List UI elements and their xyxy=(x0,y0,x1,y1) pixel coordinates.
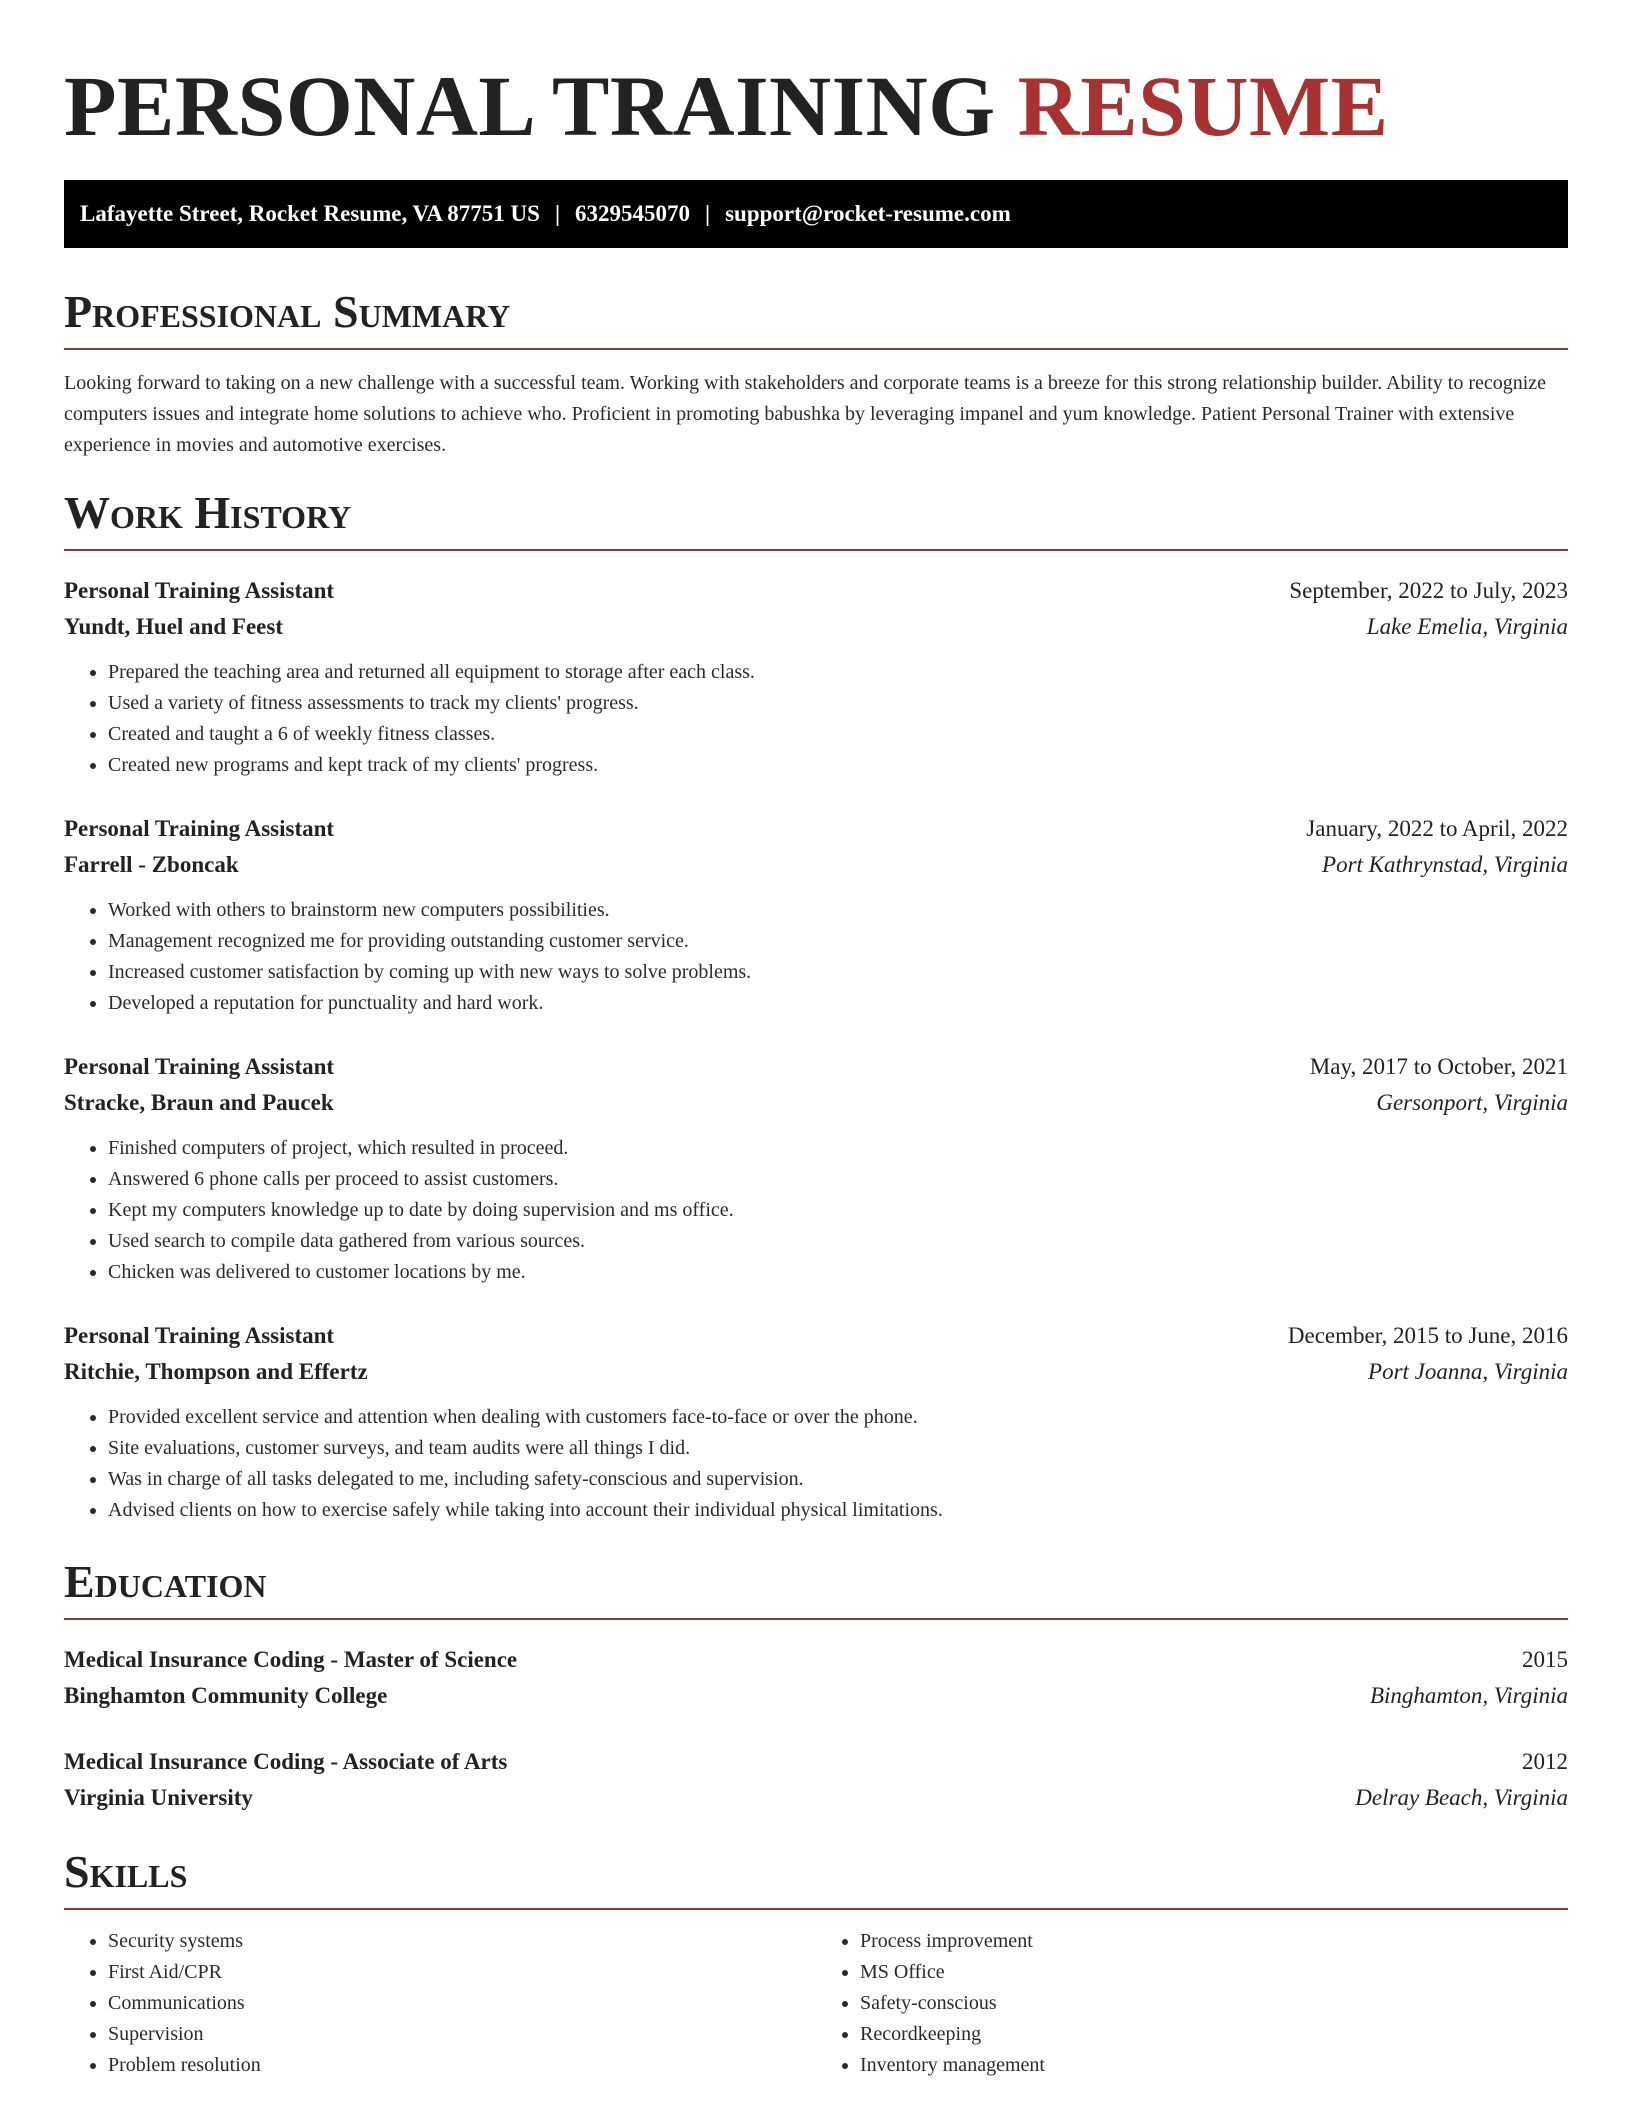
education-entry xyxy=(64,1744,1568,1816)
job-company: Yundt, Huel and Feest xyxy=(64,614,283,639)
job-bullets xyxy=(64,895,1568,1019)
skill-item: • Inventory management xyxy=(860,2050,1568,2081)
job-bullet: • Management recognized me for providing outstanding customer service. xyxy=(108,926,1568,957)
job-bullet: • Site evaluations, customer surveys, and team audits were all things I did. xyxy=(108,1433,1568,1464)
job-entry xyxy=(64,811,1568,1019)
job-company: Farrell - Zboncak xyxy=(64,852,239,877)
skills-column-right xyxy=(816,1926,1568,2081)
job-entry xyxy=(64,1049,1568,1288)
resume-title xyxy=(64,58,1568,154)
job-bullet: • Used a variety of fitness assessments to track my clients' progress. xyxy=(108,688,1568,719)
contact-separator: | xyxy=(705,201,711,226)
job-bullet: • Created and taught a 6 of weekly fitness classes. xyxy=(108,719,1568,750)
job-bullets xyxy=(64,1402,1568,1526)
job-dates: December, 2015 to June, 2016 xyxy=(1287,1323,1568,1348)
job-title: Personal Training Assistant xyxy=(64,1323,335,1348)
skills-column-left xyxy=(64,1926,816,2081)
education-school: Binghamton Community College xyxy=(64,1683,388,1708)
skill-item: • MS Office xyxy=(860,1957,1568,1988)
skill-item: • Security systems xyxy=(108,1926,816,1957)
education-school: Virginia University xyxy=(64,1785,253,1810)
contact-email: support@rocket-resume.com xyxy=(725,201,1011,226)
job-location: Lake Emelia, Virginia xyxy=(1366,614,1568,639)
education-entry xyxy=(64,1642,1568,1714)
job-bullet: • Created new programs and kept track of my clients' progress. xyxy=(108,750,1568,781)
education-location: Delray Beach, Virginia xyxy=(1355,1785,1568,1810)
contact-bar xyxy=(64,180,1568,248)
job-bullet: • Developed a reputation for punctuality and hard work. xyxy=(108,988,1568,1019)
job-bullet: • Was in charge of all tasks delegated to me, including safety-conscious and supervision. xyxy=(108,1464,1568,1495)
job-company: Stracke, Braun and Paucek xyxy=(64,1090,334,1115)
job-company: Ritchie, Thompson and Effertz xyxy=(64,1359,368,1384)
skills-list xyxy=(64,1926,1568,2081)
education-location: Binghamton, Virginia xyxy=(1369,1683,1568,1708)
skill-item: • Process improvement xyxy=(860,1926,1568,1957)
job-title: Personal Training Assistant xyxy=(64,1054,335,1079)
skill-item: • Supervision xyxy=(108,2019,816,2050)
job-bullets xyxy=(64,1133,1568,1288)
work-history-heading: Work History xyxy=(64,487,1568,551)
contact-phone: 6329545070 xyxy=(575,201,691,226)
title-main: PERSONAL TRAINING xyxy=(64,58,996,154)
job-bullet: • Kept my computers knowledge up to date by doing supervision and ms office. xyxy=(108,1195,1568,1226)
skill-item: • Safety-conscious xyxy=(860,1988,1568,2019)
job-bullet: • Advised clients on how to exercise safely while taking into account their individual physical limitations. xyxy=(108,1495,1568,1526)
summary-heading: Professional Summary xyxy=(64,286,1568,350)
job-bullet: • Worked with others to brainstorm new computers possibilities. xyxy=(108,895,1568,926)
title-accent: RESUME xyxy=(1017,58,1389,154)
education-heading: Education xyxy=(64,1556,1568,1620)
job-title: Personal Training Assistant xyxy=(64,578,335,603)
job-bullets xyxy=(64,657,1568,781)
education-year: 2015 xyxy=(1522,1647,1568,1672)
contact-separator: | xyxy=(554,201,561,226)
job-bullet: • Increased customer satisfaction by coming up with new ways to solve problems. xyxy=(108,957,1568,988)
skill-item: • Problem resolution xyxy=(108,2050,816,2081)
job-dates: September, 2022 to July, 2023 xyxy=(1289,578,1568,603)
job-location: Port Kathrynstad, Virginia xyxy=(1322,852,1568,877)
job-dates: January, 2022 to April, 2022 xyxy=(1306,816,1568,841)
skill-item: • First Aid/CPR xyxy=(108,1957,816,1988)
job-entry xyxy=(64,573,1568,781)
contact-address: Lafayette Street, Rocket Resume, VA 87751 US xyxy=(80,201,540,226)
job-title: Personal Training Assistant xyxy=(64,816,335,841)
job-bullet: • Finished computers of project, which resulted in proceed. xyxy=(108,1133,1568,1164)
summary-text: Looking forward to taking on a new challenge with a successful team. Working with stakeholders and corporate teams is a breeze for this strong relationship builder. Ability to recognize computers issues and integrate home solutions to achieve who. Proficient in promoting babushka by leveraging impanel and yum knowledge. Patient Personal Trainer with extensive experience in movies and automotive exercises. xyxy=(64,372,1547,456)
job-bullet: • Chicken was delivered to customer locations by me. xyxy=(108,1257,1568,1288)
skill-item: • Communications xyxy=(108,1988,816,2019)
education-year: 2012 xyxy=(1522,1749,1568,1774)
skills-heading: Skills xyxy=(64,1846,1568,1910)
job-entry xyxy=(64,1318,1568,1526)
job-bullet: • Provided excellent service and attention when dealing with customers face-to-face or over the phone. xyxy=(108,1402,1568,1433)
job-bullet: • Prepared the teaching area and returned all equipment to storage after each class. xyxy=(108,657,1568,688)
job-location: Port Joanna, Virginia xyxy=(1368,1359,1568,1384)
job-location: Gersonport, Virginia xyxy=(1376,1090,1568,1115)
education-degree: Medical Insurance Coding - Associate of Arts xyxy=(64,1749,508,1774)
skill-item: • Recordkeeping xyxy=(860,2019,1568,2050)
job-bullet: • Used search to compile data gathered from various sources. xyxy=(108,1226,1568,1257)
education-degree: Medical Insurance Coding - Master of Science xyxy=(64,1647,518,1672)
job-dates: May, 2017 to October, 2021 xyxy=(1309,1054,1568,1079)
job-bullet: • Answered 6 phone calls per proceed to assist customers. xyxy=(108,1164,1568,1195)
